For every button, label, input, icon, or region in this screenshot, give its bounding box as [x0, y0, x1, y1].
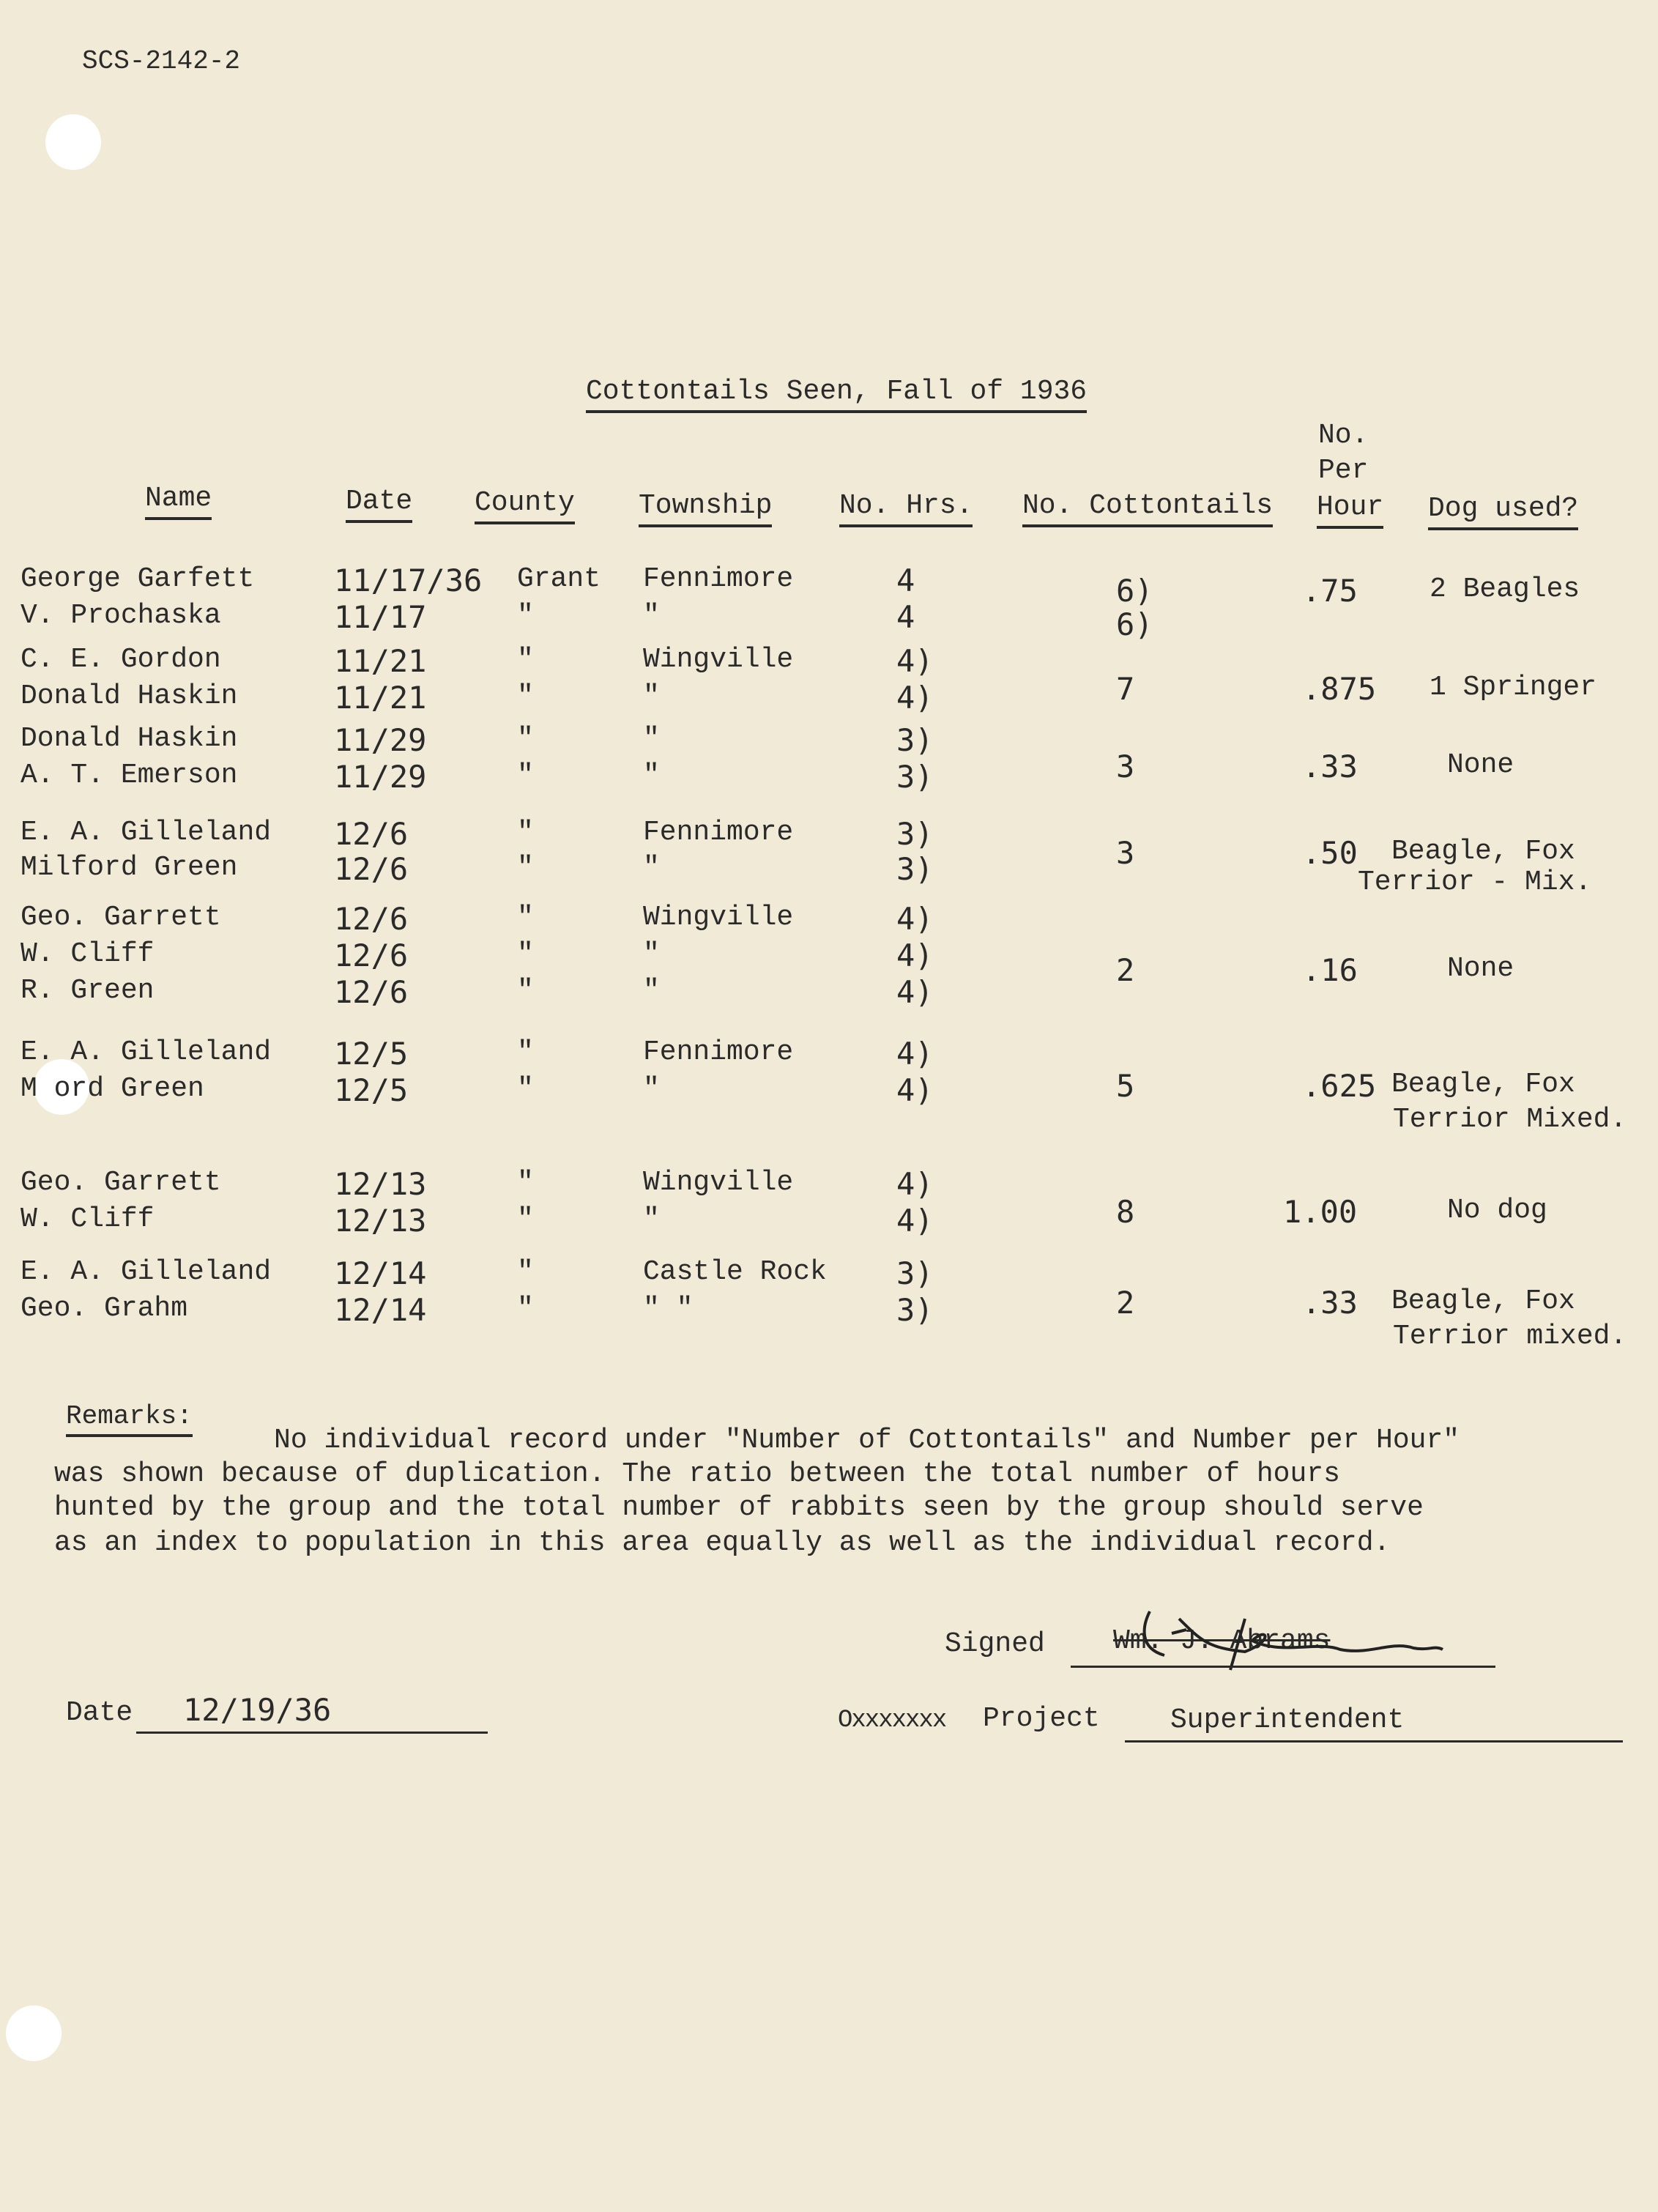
- page-title: Cottontails Seen, Fall of 1936: [586, 378, 1087, 413]
- row-date: 11/17: [334, 599, 427, 635]
- header-per-hour-2: Per: [1318, 455, 1369, 486]
- row-county: ": [517, 902, 534, 933]
- row-township: ": [643, 723, 660, 754]
- row-date: 12/14: [334, 1292, 427, 1328]
- row-county: ": [517, 938, 534, 970]
- group-per-hour: .75: [1302, 573, 1358, 609]
- header-name: Name: [145, 485, 212, 520]
- row-hrs: 4: [896, 599, 915, 635]
- group-cottontails: 5: [1116, 1068, 1135, 1104]
- group-per-hour: 1.00: [1283, 1194, 1358, 1230]
- row-date: 11/21: [334, 680, 427, 716]
- row-hrs: 4): [896, 643, 934, 679]
- row-date: 12/6: [334, 851, 409, 887]
- group-cottontails: 6): [1116, 573, 1153, 609]
- group-per-hour: .33: [1302, 1285, 1358, 1321]
- row-name: Milford Green: [21, 852, 238, 883]
- project-label: Project: [983, 1703, 1100, 1734]
- group-dog-2: Terrior Mixed.: [1393, 1104, 1627, 1135]
- remarks-line-2: was shown because of duplication. The ratio between the total number of hours: [54, 1458, 1340, 1490]
- group-cottontails-2: 6): [1116, 606, 1153, 642]
- struck-title: Oxxxxxxx: [838, 1707, 946, 1734]
- group-cottontails: 7: [1116, 671, 1135, 707]
- row-county: ": [517, 600, 534, 631]
- header-hrs: No. Hrs.: [839, 492, 973, 527]
- date-line: [136, 1732, 488, 1734]
- group-per-hour: .16: [1302, 952, 1358, 988]
- group-cottontails: 2: [1116, 1285, 1135, 1321]
- row-township: ": [643, 852, 660, 883]
- row-county: Grant: [517, 563, 601, 595]
- row-hrs: 4): [896, 1166, 934, 1202]
- row-hrs: 4): [896, 1072, 934, 1108]
- row-hrs: 4): [896, 901, 934, 937]
- header-cottontails: No. Cottontails: [1022, 492, 1273, 527]
- row-hrs: 4): [896, 938, 934, 973]
- row-name: Geo. Garrett: [21, 902, 221, 933]
- row-name: W. Cliff: [21, 1203, 155, 1235]
- row-township: ": [643, 680, 660, 712]
- signature-line: [1071, 1666, 1495, 1668]
- row-county: ": [517, 852, 534, 883]
- row-hrs: 3): [896, 1255, 934, 1291]
- group-dog: None: [1447, 749, 1514, 781]
- title-value: Superintendent: [1170, 1704, 1405, 1736]
- row-hrs: 3): [896, 759, 934, 795]
- row-county: ": [517, 760, 534, 791]
- punch-hole-top: [45, 114, 101, 170]
- row-hrs: 3): [896, 1292, 934, 1328]
- row-name: A. T. Emerson: [21, 760, 238, 791]
- group-cottontails: 2: [1116, 952, 1135, 988]
- row-county: ": [517, 975, 534, 1006]
- row-hrs: 4): [896, 1203, 934, 1239]
- date-label: Date: [66, 1697, 133, 1729]
- row-county: ": [517, 1167, 534, 1198]
- row-name: George Garfett: [21, 563, 255, 595]
- row-name: E. A. Gilleland: [21, 1036, 272, 1068]
- title-line: [1125, 1740, 1623, 1742]
- row-name: V. Prochaska: [21, 600, 221, 631]
- row-date: 11/17/36: [334, 563, 483, 598]
- row-township: " ": [643, 1293, 694, 1324]
- row-name: Donald Haskin: [21, 723, 238, 754]
- header-per-hour-1: No.: [1318, 420, 1369, 451]
- row-hrs: 4): [896, 680, 934, 716]
- group-dog: Beagle, Fox: [1391, 1069, 1575, 1100]
- row-township: Wingville: [643, 644, 794, 675]
- row-township: ": [643, 1203, 660, 1235]
- punch-hole-bottom: [6, 2005, 62, 2061]
- row-date: 12/6: [334, 974, 409, 1010]
- row-township: ": [643, 600, 660, 631]
- group-per-hour: .625: [1302, 1068, 1377, 1104]
- row-hrs: 3): [896, 816, 934, 852]
- group-dog: Beagle, Fox: [1391, 836, 1575, 867]
- group-per-hour: .33: [1302, 749, 1358, 784]
- row-date: 12/6: [334, 901, 409, 937]
- row-date: 12/6: [334, 938, 409, 973]
- row-county: ": [517, 1036, 534, 1068]
- row-date: 11/29: [334, 722, 427, 758]
- row-township: Castle Rock: [643, 1256, 827, 1288]
- group-cottontails: 3: [1116, 749, 1135, 784]
- group-dog-2: Terrior mixed.: [1393, 1321, 1627, 1352]
- group-cottontails: 3: [1116, 835, 1135, 871]
- row-name: Geo. Grahm: [21, 1293, 188, 1324]
- row-date: 11/29: [334, 759, 427, 795]
- row-county: ": [517, 1203, 534, 1235]
- date-value: 12/19/36: [183, 1692, 332, 1728]
- row-township: Wingville: [643, 1167, 794, 1198]
- row-county: ": [517, 723, 534, 754]
- row-hrs: 3): [896, 851, 934, 887]
- row-name: W. Cliff: [21, 938, 155, 970]
- header-dog: Dog used?: [1428, 495, 1578, 530]
- row-township: ": [643, 938, 660, 970]
- signature-name: Wm. J. Abrams: [1113, 1625, 1331, 1657]
- document-id: SCS-2142-2: [82, 46, 241, 76]
- remarks-line-3: hunted by the group and the total number of rabbits seen by the group should serve: [54, 1492, 1424, 1523]
- row-county: ": [517, 1256, 534, 1288]
- row-county: ": [517, 1293, 534, 1324]
- row-hrs: 4): [896, 974, 934, 1010]
- group-dog: Beagle, Fox: [1391, 1285, 1575, 1317]
- row-township: ": [643, 975, 660, 1006]
- header-date: Date: [346, 488, 412, 523]
- row-name: Geo. Garrett: [21, 1167, 221, 1198]
- row-date: 12/13: [334, 1203, 427, 1239]
- row-date: 12/13: [334, 1166, 427, 1202]
- row-township: ": [643, 760, 660, 791]
- row-name: M ord Green: [21, 1073, 204, 1105]
- group-dog: 1 Springer: [1430, 672, 1597, 703]
- row-date: 12/6: [334, 816, 409, 852]
- group-cottontails: 8: [1116, 1194, 1135, 1230]
- row-county: ": [517, 1073, 534, 1105]
- row-date: 12/5: [334, 1036, 409, 1072]
- header-township: Township: [639, 492, 772, 527]
- row-name: R. Green: [21, 975, 155, 1006]
- group-dog: 2 Beagles: [1430, 574, 1580, 605]
- row-township: Fennimore: [643, 817, 794, 848]
- row-hrs: 4): [896, 1036, 934, 1072]
- row-date: 12/14: [334, 1255, 427, 1291]
- row-county: ": [517, 680, 534, 712]
- remarks-label: Remarks:: [66, 1403, 193, 1437]
- row-township: ": [643, 1073, 660, 1105]
- row-name: Donald Haskin: [21, 680, 238, 712]
- group-dog: No dog: [1447, 1195, 1547, 1226]
- row-name: E. A. Gilleland: [21, 1256, 272, 1288]
- row-township: Fennimore: [643, 1036, 794, 1068]
- signed-label: Signed: [945, 1628, 1045, 1660]
- row-date: 12/5: [334, 1072, 409, 1108]
- group-dog: None: [1447, 953, 1514, 984]
- group-per-hour: .875: [1302, 671, 1377, 707]
- row-county: ": [517, 817, 534, 848]
- row-county: ": [517, 644, 534, 675]
- group-per-hour: .50: [1302, 835, 1358, 871]
- row-township: Fennimore: [643, 563, 794, 595]
- row-hrs: 4: [896, 563, 915, 598]
- row-name: E. A. Gilleland: [21, 817, 272, 848]
- row-date: 11/21: [334, 643, 427, 679]
- row-township: Wingville: [643, 902, 794, 933]
- remarks-line-1: No individual record under "Number of Cottontails" and Number per Hour": [274, 1425, 1460, 1456]
- remarks-line-4: as an index to population in this area equally as well as the individual record.: [54, 1527, 1391, 1559]
- row-name: C. E. Gordon: [21, 644, 221, 675]
- group-dog-2: Terrior - Mix.: [1358, 866, 1592, 898]
- row-hrs: 3): [896, 722, 934, 758]
- header-per-hour-3: Hour: [1317, 494, 1383, 529]
- header-county: County: [475, 489, 575, 524]
